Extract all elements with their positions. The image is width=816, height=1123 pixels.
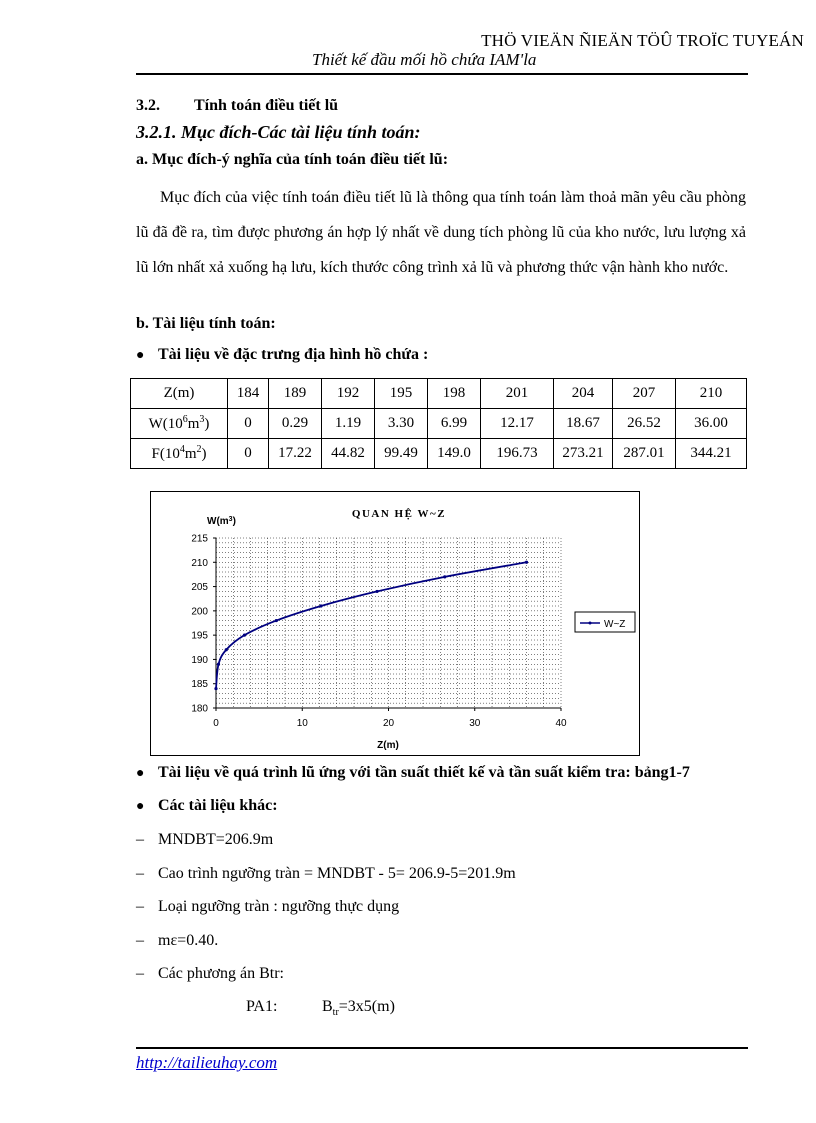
y-tick-label: 190 (191, 654, 208, 666)
option-value: =3x5(m) (338, 998, 395, 1015)
section-heading (136, 97, 338, 115)
footer-link[interactable]: http://tailieuhay.com (136, 1053, 278, 1072)
data-point (214, 687, 217, 690)
section-number: 3.2. (136, 97, 160, 114)
table-cell: 6.99 (428, 409, 481, 439)
bullet-terrain-text: Tài liệu về đặc trưng địa hình hồ chứa : (158, 346, 429, 363)
footer-divider (136, 1047, 748, 1049)
y-tick-label: 200 (191, 606, 208, 618)
table-cell: 12.17 (481, 409, 554, 439)
x-tick-label: 0 (213, 718, 219, 729)
option-var: B (322, 998, 333, 1015)
w-z-chart (151, 492, 639, 755)
label-part: W(10 (148, 416, 183, 432)
bullet-other (136, 797, 278, 815)
section-title: Tính toán điều tiết lũ (194, 97, 339, 114)
table-cell: 3.30 (375, 409, 428, 439)
table-row (131, 409, 747, 439)
table-cell: 26.52 (613, 409, 676, 439)
y-tick-label: 195 (191, 630, 208, 642)
legend-label: W~Z (604, 619, 626, 630)
table-cell: 0 (228, 409, 269, 439)
table-cell: 273.21 (554, 439, 613, 469)
chart-legend (575, 612, 635, 632)
dash-item (136, 932, 218, 950)
x-tick-label: 10 (296, 718, 308, 729)
table-cell: 36.00 (676, 409, 747, 439)
dash-item (136, 831, 273, 849)
bullet-terrain (136, 346, 428, 364)
label-exponent: 3 (199, 414, 205, 425)
option-sub: tr (332, 1007, 339, 1019)
table-cell: 18.67 (554, 409, 613, 439)
x-tick-label: 30 (469, 718, 481, 729)
part-a-heading: a. Mục đích-ý nghĩa của tính toán điều tiết lũ: (136, 151, 449, 168)
data-point (275, 619, 278, 622)
table-cell: 198 (428, 379, 481, 409)
dash-item-text: mε=0.40. (158, 932, 219, 949)
table-row (131, 439, 747, 469)
table-cell: 0 (228, 439, 269, 469)
table-cell: 1.19 (322, 409, 375, 439)
data-point (243, 634, 246, 637)
y-label-part: W(m (207, 516, 229, 527)
bullet-other-text: Các tài liệu khác: (158, 797, 278, 814)
chart-frame (150, 491, 640, 756)
purpose-paragraph (136, 180, 746, 285)
dash-icon: – (136, 831, 144, 848)
purpose-paragraph-text: Mục đích của việc tính toán điều tiết lũ là thông qua tính toán làm thoả mãn yêu cầu phòng lũ đã đề ra, tìm được phương án hợp lý nhất về dung tích phòng lũ của kho nước, lưu lượng xả lũ lớn nhất xả xuống hạ lưu, kích thước công trình xả lũ và phương thức vận hành kho nước. (136, 189, 746, 276)
y-tick-label: 185 (191, 679, 208, 691)
table-cell: 196.73 (481, 439, 554, 469)
bullet-icon: ● (136, 766, 145, 781)
header-divider (136, 73, 748, 75)
table-cell: 149.0 (428, 439, 481, 469)
subsection-heading: 3.2.1. Mục đích-Các tài liệu tính toán: (136, 122, 421, 142)
bullet-icon: ● (136, 348, 145, 363)
legend-marker (589, 622, 592, 625)
data-point (375, 590, 378, 593)
label-part: ) (201, 446, 207, 462)
dash-icon: – (136, 965, 144, 982)
label-exponent: 6 (182, 414, 188, 425)
label-part: F(10 (151, 446, 180, 462)
y-label-part: ) (232, 516, 236, 527)
table-cell: 210 (676, 379, 747, 409)
table-cell: 344.21 (676, 439, 747, 469)
table-cell: 201 (481, 379, 554, 409)
table-header-cell (131, 409, 228, 439)
table-cell: 204 (554, 379, 613, 409)
x-tick-label: 40 (555, 718, 567, 729)
y-tick-label: 180 (191, 703, 208, 715)
data-point (217, 663, 220, 666)
dash-item (136, 865, 516, 883)
dash-icon: – (136, 898, 144, 915)
table-cell: 99.49 (375, 439, 428, 469)
dash-item-text: Các phương án Btr: (158, 965, 284, 982)
chart-y-label (207, 516, 236, 528)
y-label-exponent: 3 (228, 515, 233, 523)
dash-item (136, 965, 284, 983)
label-exponent: 2 (196, 444, 202, 455)
bullet-flood-text: Tài liệu về quá trình lũ ứng với tần suất thiết kế và tần suất kiểm tra: bảng1-7 (158, 764, 690, 781)
terrain-table (130, 378, 747, 469)
table-cell: 195 (375, 379, 428, 409)
table-cell: 17.22 (269, 439, 322, 469)
table-cell: 44.82 (322, 439, 375, 469)
bullet-flood (136, 764, 690, 782)
table-cell: 287.01 (613, 439, 676, 469)
option-label: PA1: (246, 998, 278, 1015)
y-tick-label: 215 (191, 533, 208, 545)
part-b-heading: b. Tài liệu tính toán: (136, 315, 276, 332)
option-pa1 (246, 998, 395, 1018)
label-part: ) (204, 416, 210, 432)
table-header-cell (131, 439, 228, 469)
chart-x-label: Z(m) (377, 740, 399, 751)
y-tick-label: 210 (191, 557, 208, 569)
bullet-icon: ● (136, 799, 145, 814)
dash-item-text: MNDBT=206.9m (158, 831, 274, 848)
table-cell: 189 (269, 379, 322, 409)
dash-icon: – (136, 932, 144, 949)
chart-title: QUAN HỆ W~Z (351, 508, 447, 520)
table-row (131, 379, 747, 409)
data-point (225, 648, 228, 651)
data-point (443, 575, 446, 578)
table-cell: 207 (613, 379, 676, 409)
watermark-header: THÖ VIEÄN ÑIEÄN TÖÛ TROÏC TUYEÁN (481, 31, 804, 50)
dash-item-text: Loại ngưỡng tràn : ngưỡng thực dụng (158, 898, 400, 915)
y-tick-label: 205 (191, 582, 208, 594)
dash-item-text: Cao trình ngưỡng tràn = MNDBT - 5= 206.9-5=201.9m (158, 865, 516, 882)
label-part: m (184, 446, 197, 462)
x-tick-label: 20 (382, 718, 395, 729)
table-cell: 0.29 (269, 409, 322, 439)
table-header-cell: Z(m) (131, 379, 228, 409)
document-header-title: Thiết kế đầu mối hồ chứa IAM'la (312, 50, 537, 69)
label-part: m (187, 416, 200, 432)
table-cell: 184 (228, 379, 269, 409)
table-cell: 192 (322, 379, 375, 409)
chart-ticks (191, 534, 567, 730)
dash-item (136, 898, 399, 916)
label-exponent: 4 (179, 444, 185, 455)
dash-icon: – (136, 865, 144, 882)
data-point (525, 561, 528, 564)
data-point (319, 604, 322, 607)
